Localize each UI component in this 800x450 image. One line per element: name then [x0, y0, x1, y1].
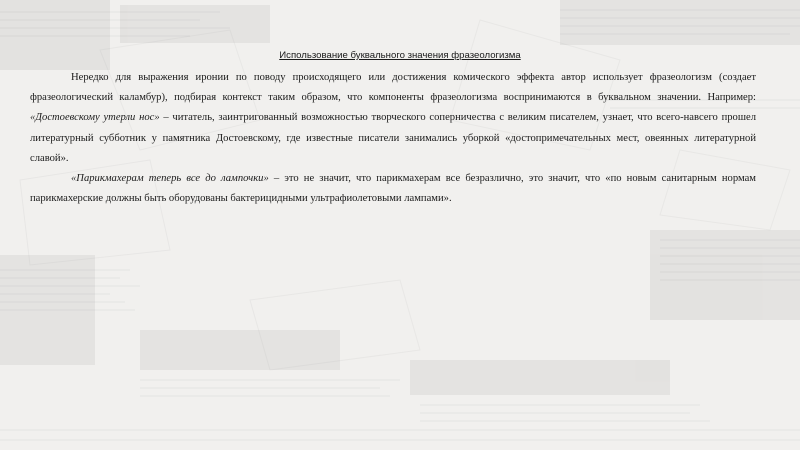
document-title: Использование буквального значения фразеологизма — [279, 50, 521, 61]
paragraph-1-run-1: Нередко для выражения иронии по поводу происходящего или достижения комического эффекта автор использует фразеологизм (создает фразеологический каламбур), подбирая контекст таким образом, что компоненты фразеологизма воспринимаются в буквальном значении. Например: — [30, 72, 756, 104]
paragraph-2 — [30, 169, 756, 209]
paragraph-1 — [30, 68, 756, 169]
example-quote-1: «Достоевскому утерли нос» — [30, 112, 160, 124]
paragraph-2-run-2: – это не значит, что парикмахерам все безразлично, это значит, что «по новым санитарным нормам парикмахерские должны быть оборудованы бактерицидными ультрафиолетовыми лампами». — [30, 173, 757, 205]
paragraph-1-run-3: – читатель, заинтригованный возможностью творческого соперничества с великим писателем, узнает, что всего-навсего прошел литературный субботник у памятника Достоевскому, где известные писатели занимались уборкой «достопримечательных мест, овеянных литературной славой». — [30, 112, 756, 164]
document-body — [30, 48, 756, 209]
example-quote-2: «Парикмахерам теперь все до лампочки» — [71, 173, 269, 185]
